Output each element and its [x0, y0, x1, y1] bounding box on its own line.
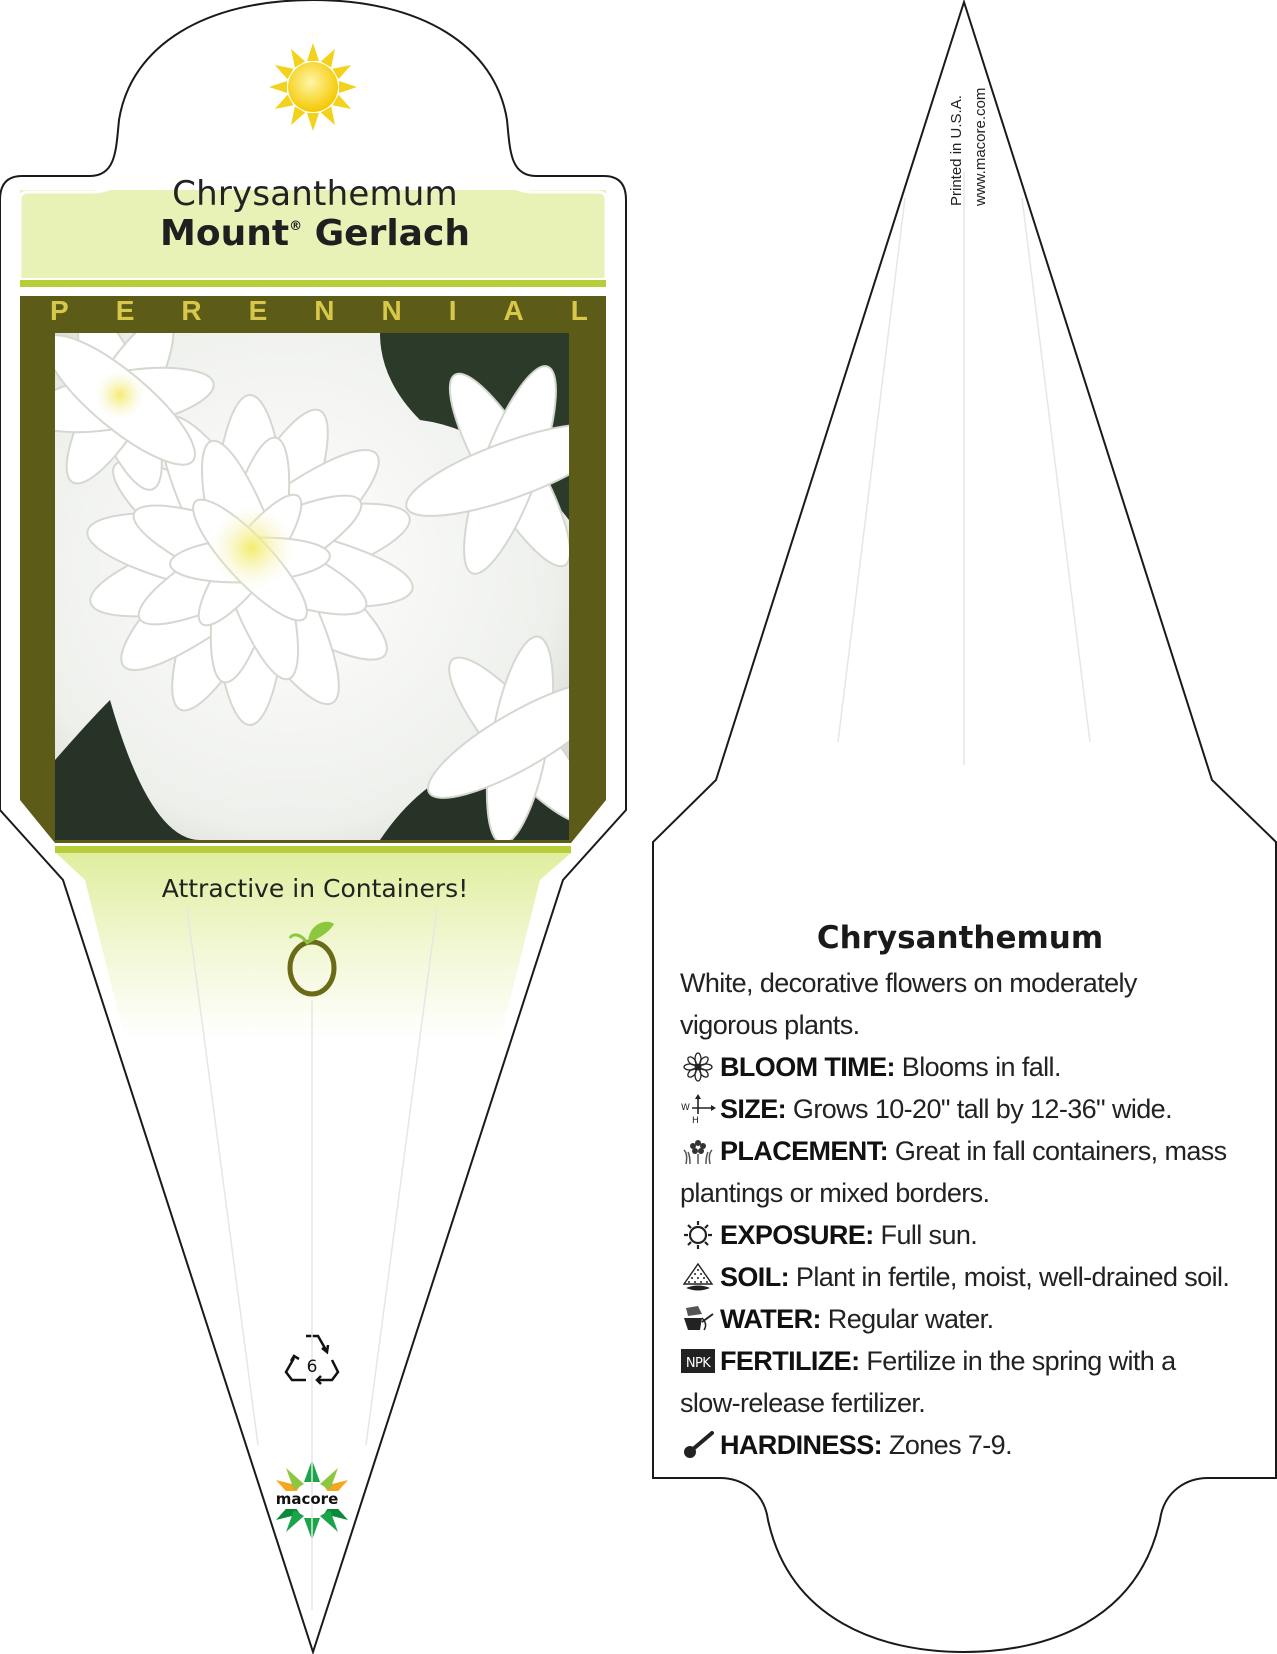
- website: www.macore.com: [972, 87, 989, 206]
- attribute-fertilize: [680, 1340, 1240, 1424]
- category-letter: A: [503, 295, 524, 326]
- attribute-label: BLOOM TIME:: [720, 1052, 895, 1082]
- category-letter: P: [50, 295, 69, 326]
- flower-icon: [680, 1052, 716, 1082]
- attribute-hardiness: [680, 1424, 1240, 1466]
- size-arrows-icon: [680, 1094, 716, 1124]
- sun-outline-icon: [680, 1220, 716, 1250]
- category-letter: E: [115, 295, 135, 326]
- soil-icon: [680, 1262, 716, 1292]
- category-letter: E: [248, 295, 268, 326]
- flower-photo: [22, 301, 625, 848]
- attribute-label: WATER:: [720, 1304, 821, 1334]
- attribute-bloom-time: [680, 1046, 1240, 1088]
- attribute-water: [680, 1298, 1240, 1340]
- placement-icon: [680, 1136, 716, 1166]
- attribute-value: Plant in fertile, moist, well-drained soil.: [795, 1262, 1230, 1292]
- attribute-placement: [680, 1130, 1240, 1214]
- thermometer-icon: [680, 1430, 716, 1460]
- attribute-label: FERTILIZE:: [720, 1346, 860, 1376]
- description: White, decorative flowers on moderately vigorous plants.: [680, 968, 1137, 1040]
- tagline: Attractive in Containers!: [161, 874, 469, 903]
- attribute-label: SOIL:: [720, 1262, 789, 1292]
- size-w: W: [681, 1103, 690, 1113]
- registered-mark: ®: [289, 219, 303, 234]
- attribute-exposure: [680, 1214, 1240, 1256]
- npk-icon: [680, 1346, 716, 1376]
- plant-common-name: Chrysanthemum: [172, 174, 458, 214]
- attribute-value: Fertilize in the spring with a slow-release fertilizer.: [680, 1346, 1176, 1418]
- size-h: H: [692, 1116, 699, 1124]
- category-letter: N: [314, 295, 335, 326]
- attribute-label: EXPOSURE:: [720, 1220, 874, 1250]
- category-letter: R: [181, 295, 202, 326]
- category-letter: I: [448, 295, 457, 326]
- attribute-value: Blooms in fall.: [901, 1052, 1061, 1082]
- print-info: [945, 88, 993, 206]
- variety-name: [20, 213, 610, 254]
- attribute-label: HARDINESS:: [720, 1430, 883, 1460]
- attribute-value: Grows 10-20" tall by 12-36" wide.: [792, 1094, 1172, 1124]
- variety-name-text: Mount: [160, 213, 290, 254]
- attribute-value: Zones 7-9.: [888, 1430, 1012, 1460]
- brand-name: macore: [275, 1490, 339, 1508]
- category-letter: N: [381, 295, 402, 326]
- npk-text: NPK: [685, 1356, 711, 1371]
- variety-suffix: Gerlach: [314, 213, 470, 254]
- attribute-value: Regular water.: [827, 1304, 994, 1334]
- printed-line: Printed in U.S.A.: [948, 95, 965, 206]
- attribute-label: PLACEMENT:: [720, 1136, 888, 1166]
- attribute-label: SIZE:: [720, 1094, 787, 1124]
- header-rule: [20, 280, 606, 287]
- attribute-soil: [680, 1256, 1240, 1298]
- attribute-value: Great in fall containers, mass plantings or mixed borders.: [680, 1136, 1227, 1208]
- care-info: [680, 916, 1240, 1466]
- back-title: Chrysanthemum: [816, 920, 1104, 956]
- recycle-number: 6: [306, 1357, 318, 1377]
- category-label: [50, 295, 588, 327]
- attribute-size: [680, 1088, 1240, 1130]
- category-letter: L: [570, 295, 588, 326]
- attribute-value: Full sun.: [880, 1220, 978, 1250]
- watering-can-icon: [680, 1304, 716, 1334]
